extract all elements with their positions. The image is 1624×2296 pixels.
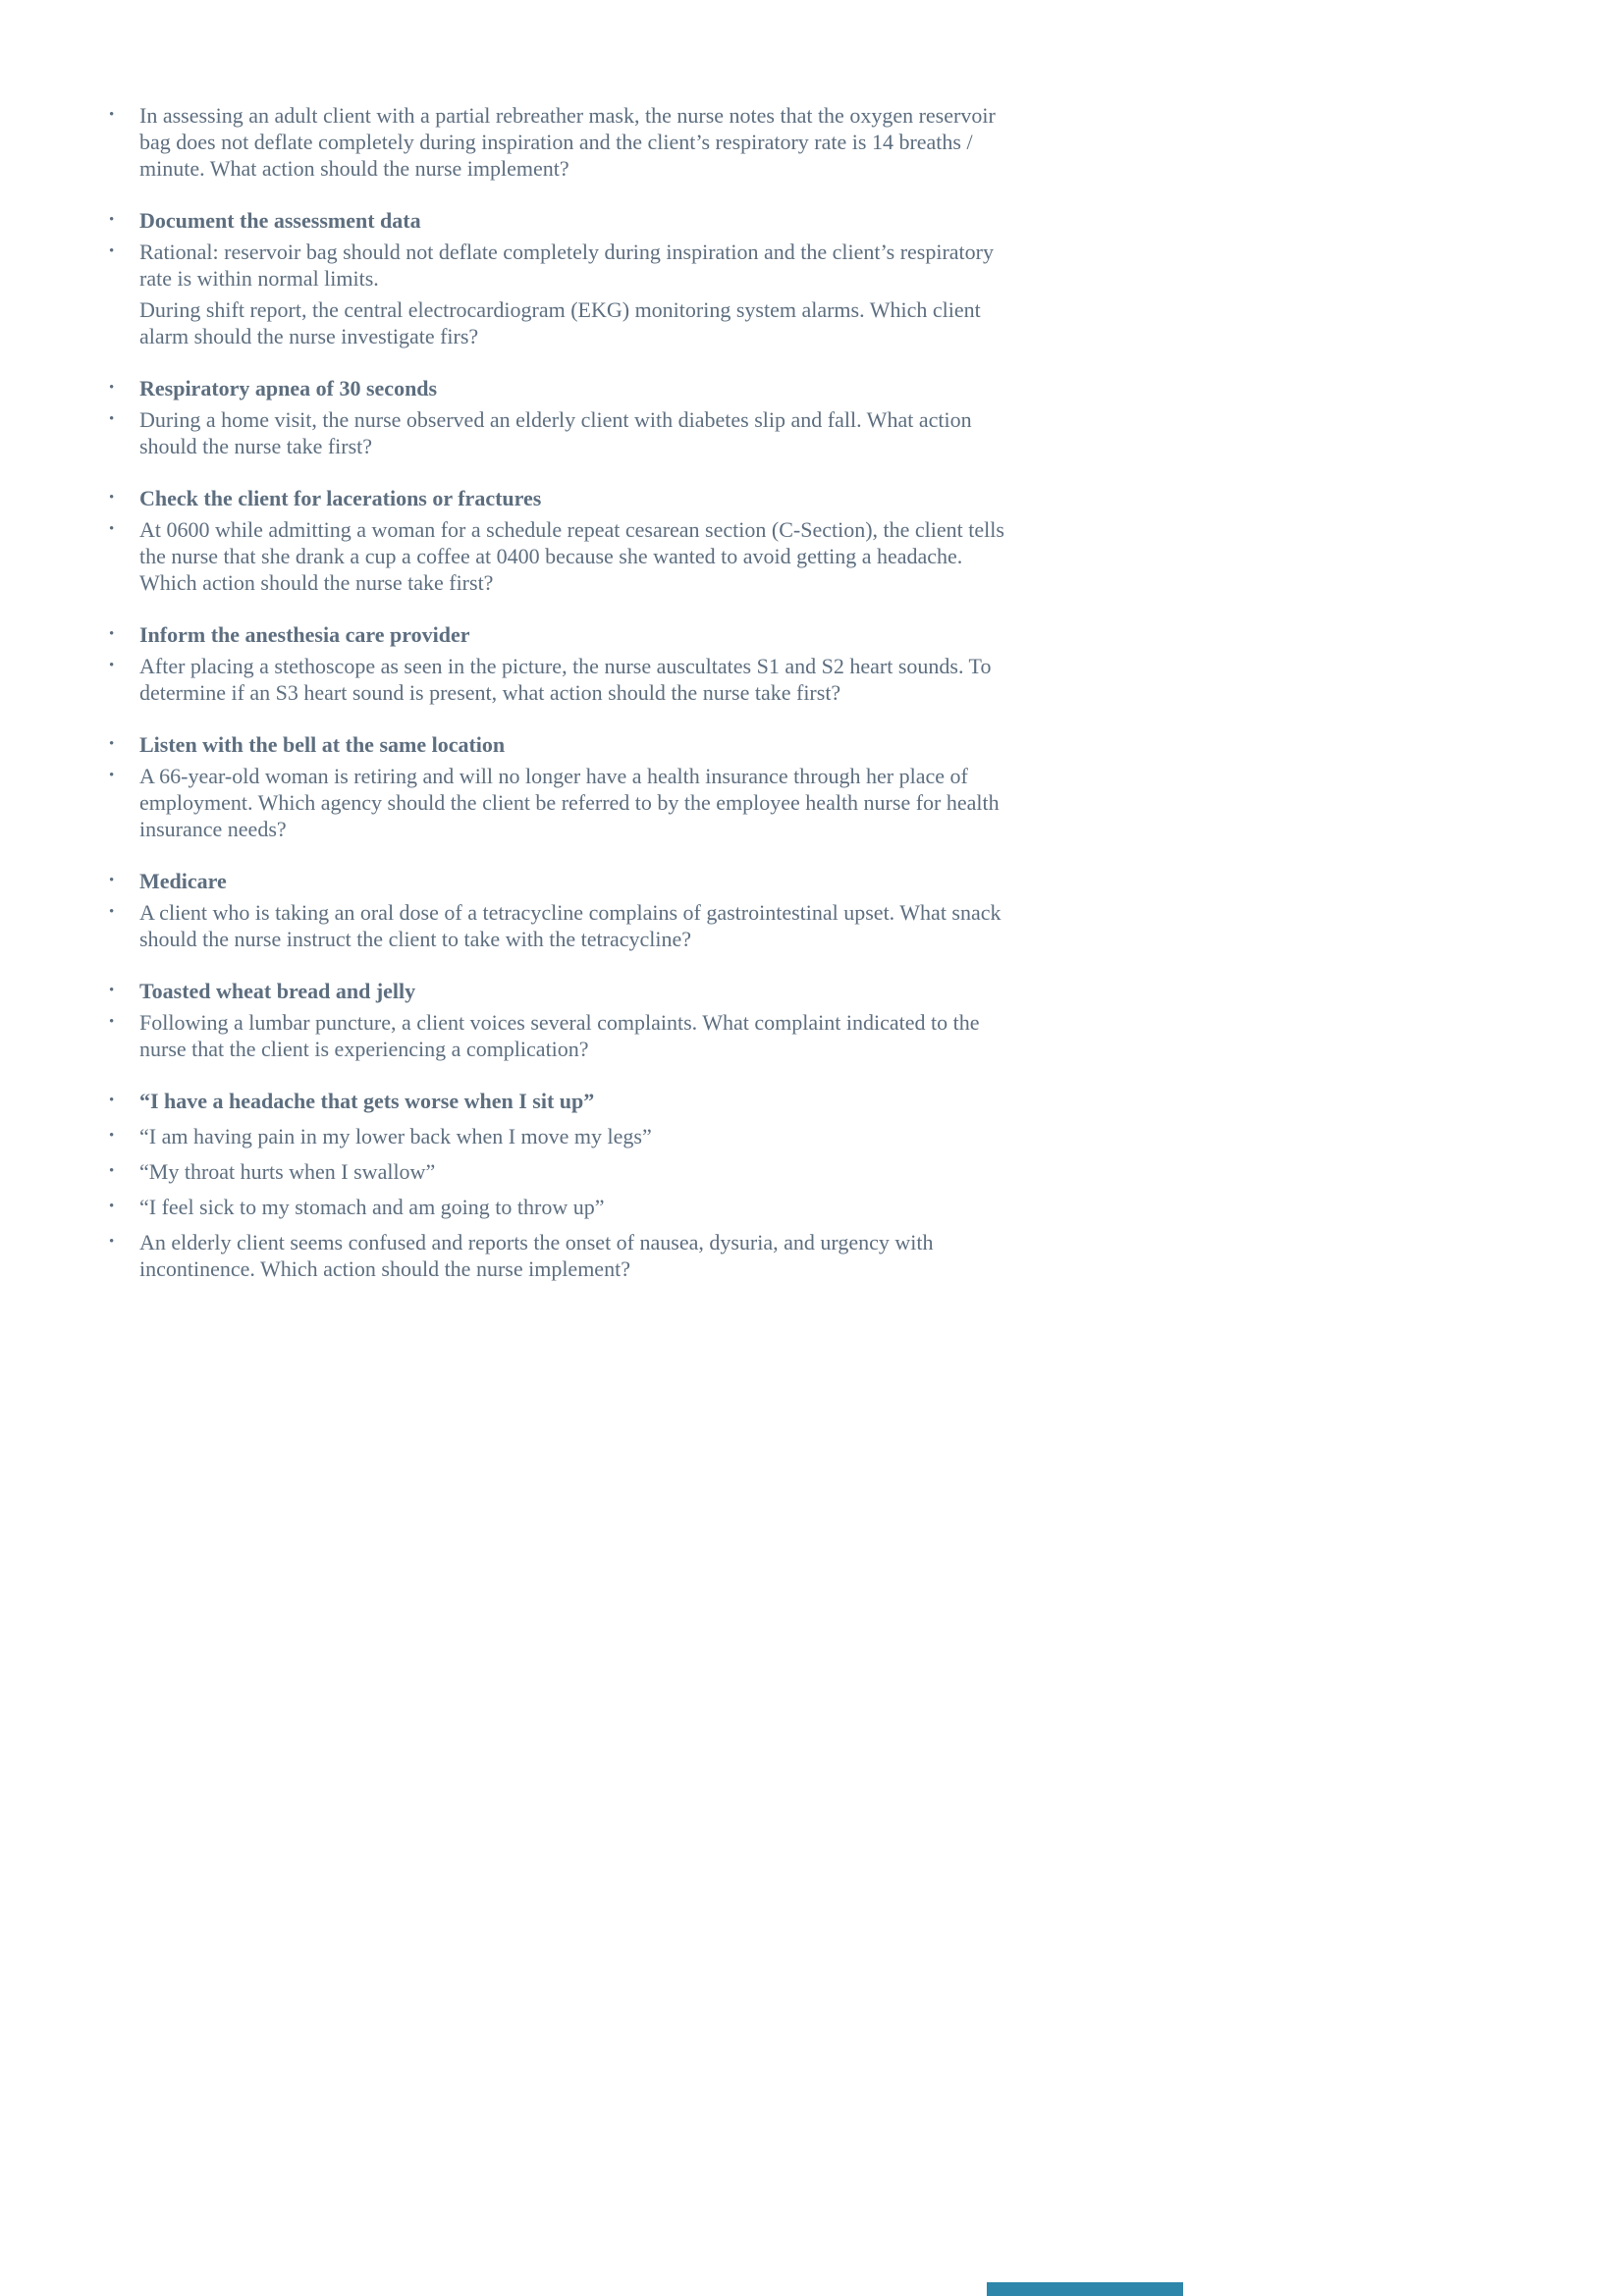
list-item <box>104 406 1021 459</box>
item-text: Document the assessment data <box>139 208 421 233</box>
item-text: “I feel sick to my stomach and am going to throw up” <box>139 1195 605 1219</box>
item-text: During a home visit, the nurse observed an elderly client with diabetes slip and fall. What action should the nurse take first? <box>139 407 972 458</box>
bullet-marker: • <box>109 521 115 537</box>
page-bottom-accent <box>987 2282 1183 2296</box>
item-text: Respiratory apnea of 30 seconds <box>139 376 438 400</box>
bullet-marker: • <box>109 1014 115 1030</box>
item-text: Listen with the bell at the same location <box>139 732 506 757</box>
list-item <box>104 899 1021 952</box>
list-item <box>104 731 1021 758</box>
list-item <box>104 239 1021 292</box>
bullet-marker: • <box>109 658 115 673</box>
list-item <box>104 207 1021 234</box>
item-text: A client who is taking an oral dose of a tetracycline complains of gastrointestinal upset. What snack should the nurse instruct the client to take with the tetracycline? <box>139 900 1001 951</box>
item-text: Medicare <box>139 869 227 893</box>
bullet-marker: • <box>109 243 115 259</box>
bullet-marker: • <box>109 1163 115 1179</box>
item-text: Rational: reservoir bag should not deflate completely during inspiration and the client’s respiratory rate is within normal limits. <box>139 240 994 291</box>
item-text: “My throat hurts when I swallow” <box>139 1159 436 1184</box>
list-item <box>104 1009 1021 1062</box>
list-item <box>104 763 1021 842</box>
list-item <box>104 868 1021 894</box>
bullet-marker: • <box>109 490 115 506</box>
bullet-marker: • <box>109 736 115 752</box>
list-item <box>104 1158 1021 1185</box>
bulleted-list <box>104 102 1021 1282</box>
bullet-marker: • <box>109 212 115 228</box>
item-text: Following a lumbar puncture, a client voices several complaints. What complaint indicated to the nurse that the client is experiencing a complication? <box>139 1010 980 1061</box>
bullet-marker: • <box>109 1093 115 1108</box>
bullet-marker: • <box>109 904 115 920</box>
item-text: During shift report, the central electrocardiogram (EKG) monitoring system alarms. Which client alarm should the nurse investigate firs? <box>139 297 981 348</box>
item-text: Check the client for lacerations or fractures <box>139 486 542 510</box>
list-item <box>104 1229 1021 1282</box>
bullet-marker: • <box>109 1234 115 1250</box>
list-item <box>104 296 1021 349</box>
bullet-marker: • <box>109 1199 115 1214</box>
item-text: “I am having pain in my lower back when I move my legs” <box>139 1124 652 1148</box>
bullet-marker: • <box>109 626 115 642</box>
item-text: Inform the anesthesia care provider <box>139 622 470 647</box>
list-item <box>104 102 1021 182</box>
list-item <box>104 1123 1021 1149</box>
list-item <box>104 375 1021 401</box>
item-text: In assessing an adult client with a partial rebreather mask, the nurse notes that the oxygen reservoir bag does not deflate completely during inspiration and the client’s respiratory rate is 14 breaths / minute. What action should the nurse implement? <box>139 103 996 181</box>
list-item <box>104 1088 1021 1114</box>
item-text: After placing a stethoscope as seen in the picture, the nurse auscultates S1 and S2 heart sounds. To determine if an S3 heart sound is present, what action should the nurse take first? <box>139 654 992 705</box>
bullet-marker: • <box>109 983 115 998</box>
list-item <box>104 516 1021 596</box>
item-text: “I have a headache that gets worse when I sit up” <box>139 1089 595 1113</box>
bullet-marker: • <box>109 768 115 783</box>
item-text: Toasted wheat bread and jelly <box>139 979 416 1003</box>
bullet-marker: • <box>109 107 115 123</box>
list-item <box>104 653 1021 706</box>
list-item <box>104 621 1021 648</box>
list-item <box>104 485 1021 511</box>
bullet-marker: • <box>109 1128 115 1144</box>
item-text: An elderly client seems confused and reports the onset of nausea, dysuria, and urgency with incontinence. Which action should the nurse implement? <box>139 1230 934 1281</box>
bullet-marker: • <box>109 380 115 396</box>
list-item <box>104 978 1021 1004</box>
bullet-marker: • <box>109 873 115 888</box>
item-text: A 66-year-old woman is retiring and will no longer have a health insurance through her place of employment. Which agency should the client be referred to by the employee health nurse for health insurance needs? <box>139 764 1000 841</box>
bullet-marker: • <box>109 411 115 427</box>
list-item <box>104 1194 1021 1220</box>
item-text: At 0600 while admitting a woman for a schedule repeat cesarean section (C-Section), the client tells the nurse that she drank a cup a coffee at 0400 because she wanted to avoid getting a headache. Which action should the nurse take first? <box>139 517 1004 595</box>
